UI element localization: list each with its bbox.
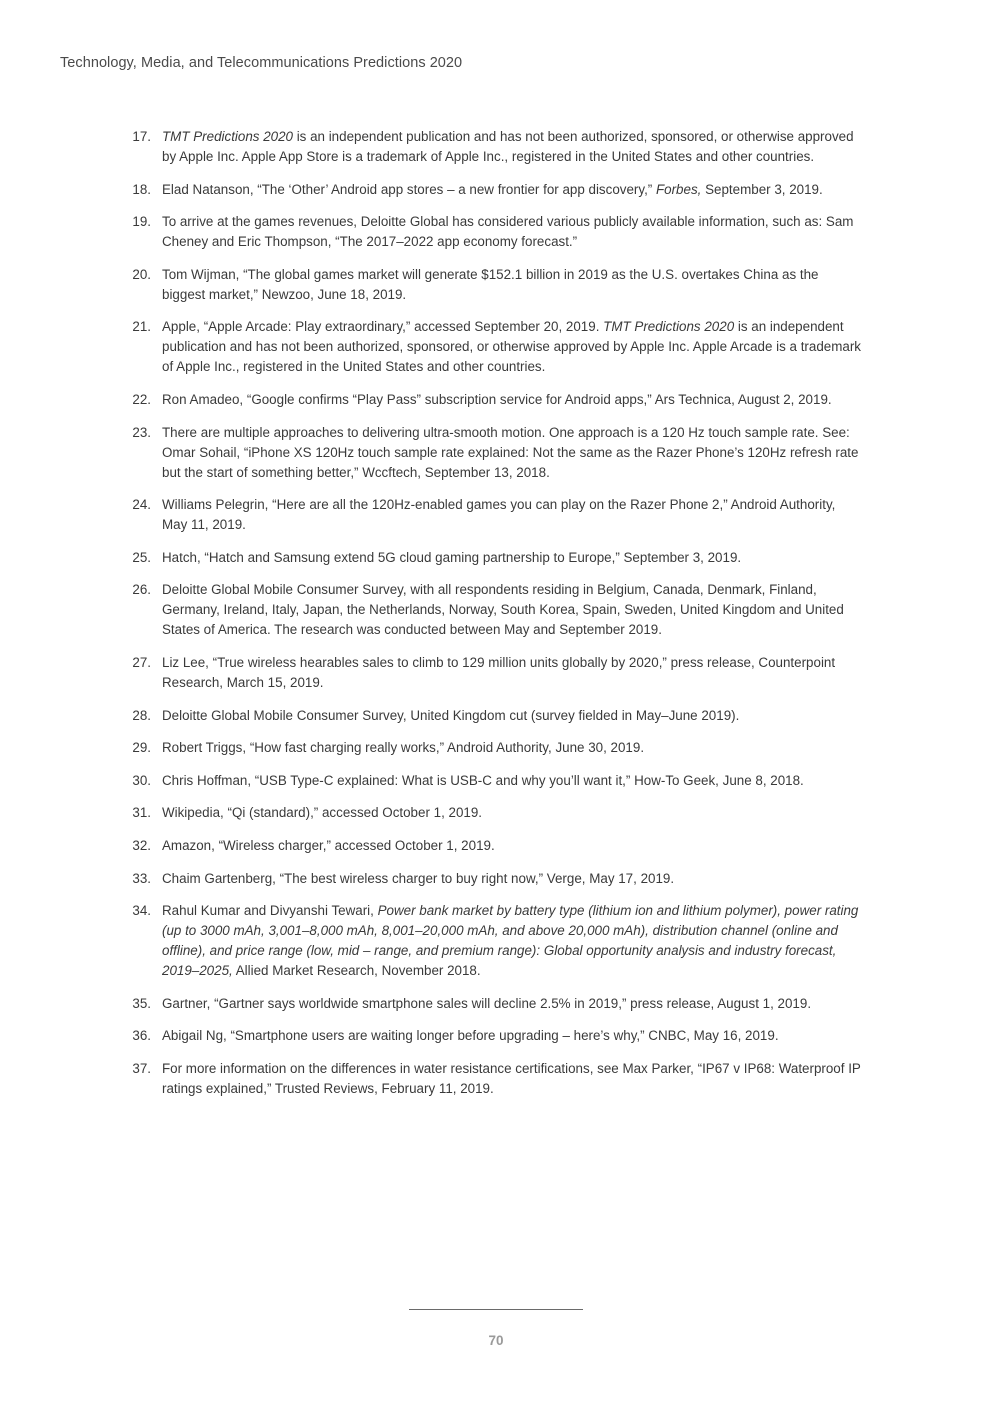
endnote-item	[0, 265, 862, 305]
endnote-segment: Robert Triggs, “How fast charging really works,” Android Authority, June 30, 2019.	[162, 740, 645, 756]
endnote-segment: Williams Pelegrin, “Here are all the 120Hz-enabled games you can play on the Razer Phone 2,” Android Authority, May 11, 2019.	[162, 497, 836, 533]
endnote-number: 28.	[132, 707, 151, 723]
endnote-segment: Deloitte Global Mobile Consumer Survey, with all respondents residing in Belgium, Canada, Denmark, Finland, Germany, Ireland, Italy, Japan, the Netherlands, Norway, South Korea, Spain, Sweden, United Kingdom and United States of America. The research was conducted between May and September 2019.	[162, 582, 844, 638]
endnote-segment: Wikipedia, “Qi (standard),” accessed October 1, 2019.	[162, 805, 483, 821]
page-number: 70	[488, 1333, 504, 1348]
endnote-item	[0, 127, 862, 167]
endnote-text	[162, 655, 835, 690]
endnote-item	[0, 317, 862, 377]
endnote-text	[162, 1028, 779, 1043]
endnote-text	[162, 871, 674, 886]
endnote-text	[162, 582, 844, 637]
endnote-segment: Chaim Gartenberg, “The best wireless charger to buy right now,” Verge, May 17, 2019.	[162, 870, 675, 886]
endnote-item	[0, 1059, 862, 1099]
endnote-text	[162, 267, 818, 302]
endnote-segment: For more information on the differences in water resistance certifications, see Max Parker, “IP67 v IP68: Waterproof IP ratings explained,” Trusted Reviews, February 11, 2019.	[162, 1060, 861, 1096]
endnote-number: 27.	[132, 654, 151, 670]
endnote-number: 17.	[132, 129, 151, 144]
endnote-italic-segment: TMT Predictions 2020	[162, 129, 293, 144]
endnote-text	[162, 392, 832, 407]
endnote-segment: There are multiple approaches to delivering ultra-smooth motion. One approach is a 120 Hz touch sample rate. See: Omar Sohail, “iPhone XS 120Hz touch sample rate explained: Not the same as the Razer Phone’s 120Hz refresh rate but the start of something better,” Wccftech, September 13, 2018.	[162, 424, 859, 480]
endnote-italic-segment: TMT Predictions 2020	[603, 319, 735, 335]
endnote-item	[0, 180, 862, 200]
endnote-text	[162, 1061, 861, 1096]
endnote-segment: is an independent publication and has not been authorized, sponsored, or otherwise approved by Apple Inc. Apple Arcade is a trademark of Apple Inc., registered in the United States and other countries.	[162, 319, 861, 375]
endnote-segment: To arrive at the games revenues, Deloitte Global has considered various publicly available information, such as: Sam Cheney and Eric Thompson, “The 2017–2022 app economy forecast.”	[162, 214, 854, 250]
endnote-text	[162, 740, 644, 755]
endnote-text	[162, 129, 854, 164]
endnote-text	[162, 497, 835, 532]
endnote-item	[0, 771, 862, 791]
endnotes-list	[0, 127, 992, 1111]
endnote-segment: Deloitte Global Mobile Consumer Survey, United Kingdom cut (survey fielded in May–June 2019).	[162, 707, 740, 723]
endnote-segment: Elad Natanson, “The ‘Other’ Android app stores – a new frontier for app discovery,”	[162, 181, 656, 197]
endnote-text	[162, 903, 858, 978]
endnote-number: 18.	[132, 181, 151, 197]
endnote-item	[0, 994, 862, 1014]
endnote-number: 20.	[132, 266, 151, 282]
endnote-italic-segment: Power bank market by battery type (lithium ion and lithium polymer), power rating (up to 3000 mAh, 3,001–8,000 mAh, 8,001–20,000 mAh, and above 20,000 mAh), distribution channel (online and offline), and price range (low, mid – range, and premium range): Global opportunity analysis and industry forecast, 2019–2025,	[162, 903, 859, 979]
endnote-number: 30.	[132, 772, 151, 788]
endnote-item	[0, 706, 862, 726]
endnote-item	[0, 390, 862, 410]
endnote-segment: Amazon, “Wireless charger,” accessed October 1, 2019.	[162, 837, 495, 853]
endnote-text	[162, 550, 741, 565]
endnote-text	[162, 708, 739, 723]
endnote-number: 35.	[132, 995, 151, 1011]
endnote-number: 26.	[132, 582, 151, 598]
endnote-segment: Chris Hoffman, “USB Type-C explained: What is USB-C and why you’ll want it,” How-To Geek, June 8, 2018.	[162, 772, 804, 788]
endnote-segment: Abigail Ng, “Smartphone users are waiting longer before upgrading – here’s why,” CNBC, May 16, 2019.	[162, 1028, 779, 1044]
endnote-number: 24.	[132, 497, 151, 513]
endnote-text	[162, 319, 861, 374]
footer-divider	[409, 1309, 583, 1310]
endnote-number: 32.	[132, 837, 151, 853]
endnote-item	[0, 423, 862, 483]
endnote-item	[0, 738, 862, 758]
endnote-item	[0, 901, 862, 981]
endnote-number: 31.	[132, 805, 151, 821]
endnote-number: 36.	[132, 1028, 151, 1044]
endnote-number: 23.	[132, 424, 151, 440]
endnote-number: 34.	[132, 903, 151, 919]
endnote-italic-segment: Forbes,	[655, 181, 702, 197]
endnote-text	[162, 805, 482, 820]
endnote-item	[0, 803, 862, 823]
endnote-text	[162, 182, 823, 197]
endnote-number: 19.	[132, 214, 151, 230]
endnote-number: 22.	[132, 391, 151, 407]
endnote-number: 25.	[132, 549, 151, 565]
endnote-item	[0, 495, 862, 535]
endnote-text	[162, 838, 495, 853]
endnote-item	[0, 212, 862, 252]
endnote-item	[0, 869, 862, 889]
endnote-item	[0, 1026, 862, 1046]
endnote-segment: Liz Lee, “True wireless hearables sales to climb to 129 million units globally by 2020,” press release, Counterpoint Research, March 15, 2019.	[162, 654, 836, 690]
endnote-item	[0, 836, 862, 856]
endnote-segment: Ron Amadeo, “Google confirms “Play Pass” subscription service for Android apps,” Ars Technica, August 2, 2019.	[162, 391, 832, 407]
endnote-segment: Tom Wijman, “The global games market will generate $152.1 billion in 2019 as the U.S. overtakes China as the biggest market,” Newzoo, June 18, 2019.	[162, 266, 819, 302]
endnote-text	[162, 773, 804, 788]
endnote-segment: September 3, 2019.	[701, 181, 823, 197]
endnote-segment: Gartner, “Gartner says worldwide smartphone sales will decline 2.5% in 2019,” press release, August 1, 2019.	[162, 995, 812, 1011]
endnote-item	[0, 653, 862, 693]
endnote-text	[162, 996, 811, 1011]
endnote-number: 29.	[132, 740, 151, 756]
endnote-item	[0, 580, 862, 640]
endnote-item	[0, 548, 862, 568]
endnote-segment: Rahul Kumar and Divyanshi Tewari,	[162, 903, 378, 919]
endnote-segment: Hatch, “Hatch and Samsung extend 5G cloud gaming partnership to Europe,” September 3, 2019.	[162, 549, 742, 565]
endnote-segment: is an independent publication and has not been authorized, sponsored, or otherwise approved by Apple Inc. Apple App Store is a trademark of Apple Inc., registered in the United States and other countries.	[162, 129, 854, 164]
endnote-segment: Allied Market Research, November 2018.	[232, 963, 481, 979]
endnote-number: 33.	[132, 870, 151, 886]
running-header: Technology, Media, and Telecommunications Predictions 2020	[60, 55, 463, 71]
endnote-text	[162, 425, 858, 480]
endnote-segment: Apple, “Apple Arcade: Play extraordinary,” accessed September 20, 2019.	[162, 319, 604, 335]
endnote-number: 37.	[132, 1060, 151, 1076]
endnote-number: 21.	[132, 319, 151, 335]
endnote-text	[162, 214, 853, 249]
